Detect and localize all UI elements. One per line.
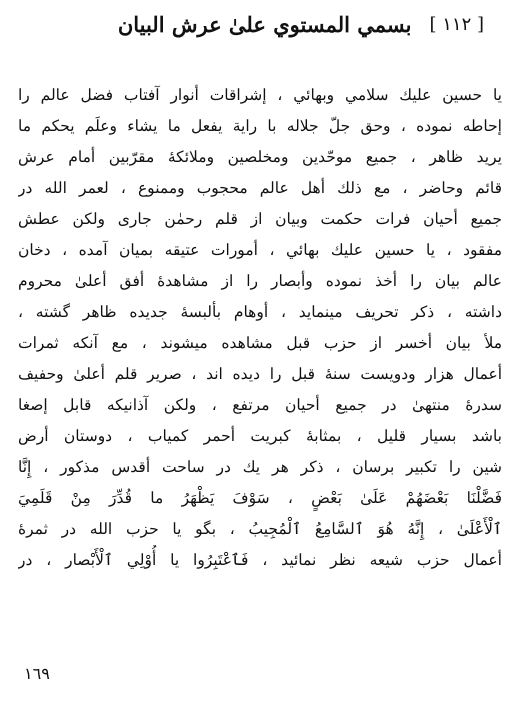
text-line: يريد ظاهر ، جميع موحّدين ومخلصين وملائكهٔ مقرّبين أمام عرش (18, 148, 502, 166)
text-line: مفقود ، يا حسين عليك بهائي ، أمورات عتيقه بميان آمده ، دخان (18, 241, 502, 259)
tablet-number: [ ١١٢ ] (429, 13, 484, 35)
text-line: سدرهٔ منتهىٰ در جميع أحيان مرتفع ، ولكن آذانيكه قابل إصغا (18, 396, 502, 414)
tablet-header (40, 10, 484, 38)
text-line: ٱلْأَعْلَىٰ ، إِنَّهُ هُوَ ٱلسَّامِعُ ٱلْمُجِيبُ ، بگو يا حزب الله در ثمرهٔ (18, 520, 502, 538)
text-line: عالم بيان را أخذ نموده وأبصار را از مشاهدهٔ أفق أعلىٰ محروم (18, 272, 502, 290)
tablet-title: بسمي المستوي علىٰ عرش البيان (117, 11, 412, 37)
text-line: جميع أحيان فرات حكمت وبيان از قلم رحمٰن جارى ولكن عطش (18, 210, 502, 228)
text-line: باشد بسيار قليل ، بمثابهٔ كبريت أحمر كمياب ، دوستان أرض (18, 427, 502, 445)
text-line: إحاطه نموده ، وحق جلّ جلاله با راية يفعل ما يشاء وعلَم يحكم ما (18, 117, 502, 135)
text-line: ملأ بيان أخسر از حزب قبل مشاهده ميشوند ، مع آنكه ثمرات (18, 334, 502, 352)
text-line: يا حسين عليك سلامي وبهائي ، إشراقات أنوار آفتاب فضل عالم را (18, 86, 502, 104)
text-line: داشته ، ذكر تحريف مينمايد ، أوهام بألبسهٔ جديده ظاهر گشته ، (18, 303, 502, 321)
text-line: أعمال حزب شيعه نظر نمائيد ، فَٱعْتَبِرُوا يا أُوْلِي ٱلْأَبْصار ، در (18, 551, 502, 569)
page-number: ١٦٩ (24, 664, 50, 683)
text-line: شين را تكبير برسان ، ذكر هر يك در ساحت أقدس مذكور ، إِنَّا (18, 458, 502, 476)
text-line: أعمال هزار ودويست سنهٔ قبل را ديده اند ، صرير قلم أعلىٰ وحفيف (18, 365, 502, 383)
text-line: فَضَّلْنَا بَعْضَهُمْ عَلَىٰ بَعْضٍ ، سَوْفَ يَظْهَرُ ما قُدِّرَ مِنْ قَلَمِيَ (18, 489, 502, 507)
body-text (18, 80, 502, 576)
text-line: قائم وحاضر ، مع ذلك أهل عالم محجوب وممنوع ، لعمر الله در (18, 179, 502, 197)
